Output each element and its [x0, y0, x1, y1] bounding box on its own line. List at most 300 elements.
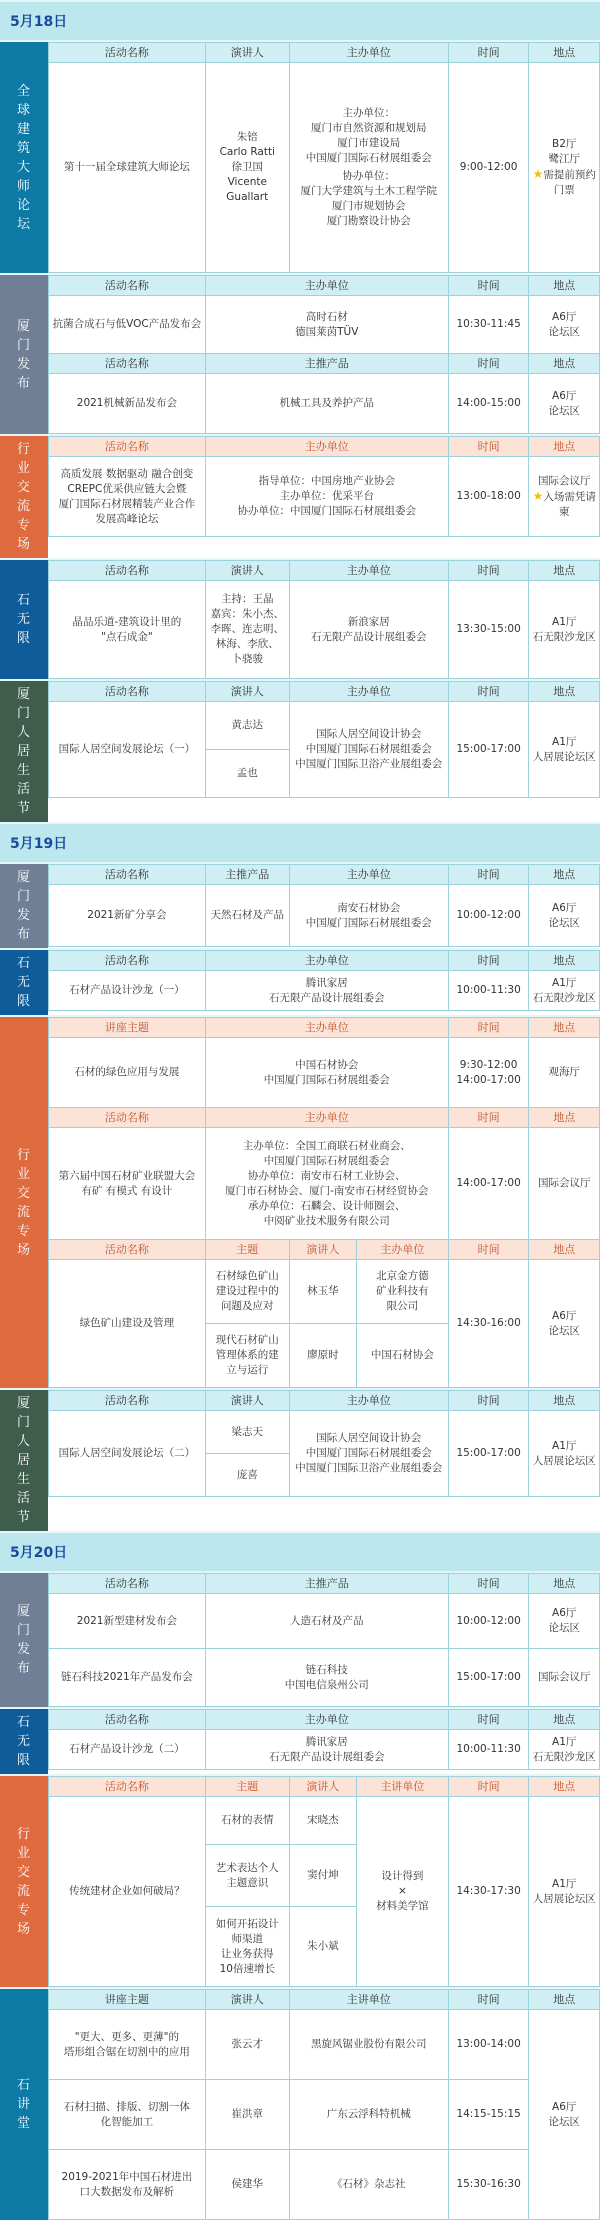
text-line: 艺术表达个人 [215, 1861, 279, 1874]
text-line: 人造石材及产品 [290, 1614, 364, 1627]
text-line: 中国厦门国际卫浴产业展组委会 [295, 1462, 443, 1474]
schedule-table [48, 275, 600, 434]
org-cell [289, 1411, 448, 1497]
table-row [49, 1128, 600, 1240]
activity-name [49, 581, 206, 679]
time-cell [448, 1594, 529, 1649]
text-line: 黄志达 [231, 719, 264, 731]
column-header: 时间 [448, 276, 529, 296]
text-line: 国际会议厅 [537, 1177, 591, 1189]
day-header: 5月18日 [0, 0, 600, 40]
text-line: 问题及应对 [221, 1300, 274, 1312]
section-label [0, 950, 48, 1015]
text-line: 国际人居空间设计协会 [316, 728, 422, 740]
table-row [49, 581, 600, 679]
section-label [0, 1573, 48, 1707]
column-header: 演讲人 [205, 561, 289, 581]
section-label [0, 275, 48, 434]
column-header: 时间 [448, 561, 529, 581]
text-line: 立与运行 [226, 1364, 269, 1376]
time-cell [448, 1038, 529, 1108]
column-header: 演讲人 [205, 43, 289, 63]
text-line: 朱小斌 [307, 1940, 339, 1952]
column-header: 活动名称 [49, 1777, 206, 1797]
column-header: 主办单位 [205, 951, 448, 971]
text-line: 鹭江厅 [548, 153, 580, 165]
column-header: 时间 [448, 1018, 529, 1038]
table-row [49, 1038, 600, 1108]
text-line: CREPC优采供应链大会暨 [67, 482, 187, 495]
text-line: A6厅 [552, 1309, 577, 1322]
text-line: 国际人居空间发展论坛（二） [58, 1447, 196, 1459]
activity-name [49, 885, 206, 947]
text-line: 10倍速增长 [219, 1962, 275, 1975]
section-label-text: 行业交流专场 [17, 442, 32, 552]
text-line: 机械工具及养护产品 [279, 397, 375, 409]
text-line: 论坛区 [548, 1324, 580, 1337]
activity-name [49, 1797, 206, 1987]
activity-name [49, 1649, 206, 1707]
column-header: 活动名称 [49, 1574, 206, 1594]
text-line: 朱锫 [236, 131, 258, 143]
header-row [49, 1018, 600, 1038]
header-row [49, 682, 600, 702]
speaker-cell [205, 581, 289, 679]
column-header: 时间 [448, 354, 529, 374]
host-title: 主办单位： [342, 107, 396, 119]
section-label [0, 1709, 48, 1774]
activity-name [49, 702, 206, 798]
text-line: 高时石材 [305, 310, 348, 323]
text-line: 14:00-17:00 [456, 1177, 521, 1189]
text-line: 论坛区 [548, 325, 580, 338]
activity-name [49, 1260, 206, 1388]
text-line: 论坛区 [548, 916, 580, 929]
activity-name [49, 1594, 206, 1649]
text-line: 13:30-15:00 [456, 623, 521, 635]
column-header: 活动名称 [49, 1240, 206, 1260]
table-row [49, 885, 600, 947]
venue-cell [529, 1797, 600, 1987]
header-row [49, 1574, 600, 1594]
column-header: 主办单位 [289, 1391, 448, 1411]
text-line: 绿色矿山建设及管理 [79, 1317, 175, 1329]
section-body [48, 950, 600, 1015]
speaker-cell [289, 1324, 356, 1388]
org-cell [205, 1649, 448, 1707]
text-line: 论坛区 [548, 1622, 580, 1634]
activity-name [49, 457, 206, 537]
schedule-section [0, 1774, 600, 1987]
section-body [48, 681, 600, 822]
text-line: 人居展论坛区 [532, 750, 596, 763]
text-line: "点石成金" [101, 630, 153, 643]
schedule-section [0, 1388, 600, 1531]
text-line: 主题意识 [226, 1876, 269, 1889]
column-header: 时间 [448, 1574, 529, 1594]
section-label-text: 全球建筑大师论坛 [17, 83, 32, 232]
column-header: 演讲人 [205, 1391, 289, 1411]
schedule-section [0, 1707, 600, 1774]
cohost-name: 厦门勘察设计协会 [326, 215, 411, 227]
column-header: 主办单位 [205, 276, 448, 296]
section-body [48, 1989, 600, 2220]
column-header: 时间 [448, 951, 529, 971]
text-line: 10:00-12:00 [456, 909, 521, 921]
venue-cell [529, 1038, 600, 1108]
activity-name [49, 296, 206, 354]
text-line: 梁志天 [231, 1425, 264, 1438]
org-cell [356, 1324, 448, 1388]
text-line: 腾讯家居 [305, 976, 348, 989]
time-cell [448, 702, 529, 798]
column-header: 地点 [529, 1391, 600, 1411]
text-line: 口大数据发布及解析 [79, 2185, 175, 2198]
text-line: 侯建华 [231, 2178, 264, 2190]
section-label [0, 1017, 48, 1388]
text-line: 13:00-14:00 [456, 2038, 521, 2050]
schedule-section [0, 40, 600, 273]
schedule-table [48, 864, 600, 947]
section-label-text: 石无限 [17, 593, 32, 646]
section-label-text: 石无限 [17, 956, 32, 1009]
text-line: 天然石材及产品 [210, 909, 285, 921]
org-cell [205, 374, 448, 434]
activity-name [49, 63, 206, 273]
text-line: 10:30-11:45 [456, 318, 521, 330]
text-line: Carlo Ratti [219, 146, 275, 158]
text-line: 石无限沙龙区 [532, 630, 596, 643]
text-line: 石无限产品设计展组委会 [269, 1750, 385, 1763]
schedule-section [0, 273, 600, 434]
text-line: 10:00-11:30 [456, 984, 521, 996]
venue-cell [529, 1411, 600, 1497]
column-header: 主办单位 [356, 1240, 448, 1260]
text-line: 有矿 有模式 有设计 [81, 1184, 173, 1197]
speaker-cell [289, 1260, 356, 1324]
text-line: 中国电信泉州公司 [284, 1678, 369, 1691]
text-line: 让业务获得 [221, 1947, 274, 1960]
text-line: 发展高峰论坛 [95, 512, 159, 525]
column-header: 地点 [529, 276, 600, 296]
schedule-table [48, 436, 600, 537]
text-line: 石无限沙龙区 [532, 991, 596, 1004]
speaker-cell [289, 1845, 356, 1907]
org-cell [205, 1038, 448, 1108]
venue-cell [529, 971, 600, 1011]
table-row [49, 2010, 600, 2080]
section-label [0, 436, 48, 558]
time-cell [448, 971, 529, 1011]
org-cell [205, 457, 448, 537]
time-cell [448, 374, 529, 434]
time-cell [448, 581, 529, 679]
column-header: 主讲单位 [289, 1990, 448, 2010]
text-line: 塔形组合锯在切割中的应用 [63, 2045, 190, 2058]
text-line: 指导单位：中国房地产业协会 [258, 475, 396, 487]
text-line: A1厅 [552, 1735, 577, 1748]
header-row [49, 1777, 600, 1797]
schedule-table [48, 1989, 600, 2220]
column-header: 地点 [529, 43, 600, 63]
column-header: 活动名称 [49, 276, 206, 296]
section-label [0, 864, 48, 948]
schedule-section [0, 862, 600, 948]
text-line: 协办单位：南安市石材工业协会、 [248, 1169, 406, 1182]
text-line: 现代石材矿山 [215, 1334, 279, 1346]
text-line: A6厅 [552, 901, 577, 914]
text-line: 窦付坤 [307, 1869, 339, 1881]
text-line: 中国厦门国际石材展组委会 [263, 1073, 390, 1086]
table-row [49, 1797, 600, 1845]
star-icon: ★ [532, 488, 544, 503]
text-line: 石材产品设计沙龙（二） [69, 1743, 185, 1755]
speaker-cell [205, 1454, 289, 1497]
text-line: 13:00-18:00 [456, 490, 521, 502]
column-header: 讲座主题 [49, 1018, 206, 1038]
time-cell [448, 1128, 529, 1240]
text-line: 德国莱茵TÜV [295, 325, 359, 338]
text-line: 15:00-17:00 [456, 1447, 521, 1459]
text-line: A1厅 [552, 735, 577, 748]
lecture-topic [49, 2080, 206, 2150]
column-header: 主推产品 [205, 354, 448, 374]
section-label [0, 560, 48, 679]
text-line: 化智能加工 [100, 2115, 154, 2128]
org-cell [356, 1260, 448, 1324]
column-header: 地点 [529, 354, 600, 374]
column-header: 时间 [448, 682, 529, 702]
time-cell [448, 2080, 529, 2150]
venue-cell [529, 581, 600, 679]
text-line: 厦门市石材协会、厦门-南安市石材经贸协会 [225, 1184, 429, 1197]
section-body [48, 1776, 600, 1987]
header-row [49, 1990, 600, 2010]
text-line: A1厅 [552, 976, 577, 989]
text-line: 孟也 [236, 767, 258, 779]
text-line: 主持：王晶 [221, 593, 274, 605]
schedule-table [48, 1709, 600, 1770]
text-line: 石材的表情 [221, 1814, 274, 1826]
text-line: 承办单位：石麟会、设计师圈会、 [248, 1199, 406, 1212]
activity-name [49, 1411, 206, 1497]
cohost-title: 协办单位： [342, 170, 396, 182]
text-line: 石材产品设计沙龙（一） [69, 984, 185, 996]
text-line: 15:00-17:00 [456, 1671, 521, 1683]
topic-cell [205, 1845, 289, 1907]
schedule-section [0, 948, 600, 1015]
text-line: 如何开拓设计 [215, 1917, 279, 1930]
text-line: 论坛区 [548, 404, 580, 417]
text-line: 14:00-17:00 [456, 1073, 521, 1086]
org-name: 石无限产品设计展组委会 [311, 630, 427, 643]
header-row [49, 43, 600, 63]
table-row [49, 1594, 600, 1649]
text-line: 链石科技 [305, 1663, 348, 1676]
org-cell [205, 296, 448, 354]
text-line: 石材绿色矿山 [215, 1270, 279, 1282]
column-header: 主推产品 [205, 865, 289, 885]
text-line: 《石材》杂志社 [332, 2178, 406, 2190]
header-row [49, 1108, 600, 1128]
org-cell [289, 702, 448, 798]
text-line: 黑旋风锯业股份有限公司 [311, 2038, 427, 2050]
section-body [48, 864, 600, 948]
table-row [49, 1730, 600, 1770]
activity-name [49, 1128, 206, 1240]
text-line: 石无限产品设计展组委会 [269, 991, 385, 1004]
text-line: A6厅 [552, 2100, 577, 2113]
text-line: 建设过程中的 [215, 1285, 279, 1297]
schedule-table [48, 560, 600, 679]
text-line: "更大、更多、更薄"的 [74, 2030, 179, 2043]
lecture-topic [49, 2150, 206, 2220]
section-body [48, 1573, 600, 1707]
venue-cell [529, 1128, 600, 1240]
column-header: 地点 [529, 561, 600, 581]
cohost-name: 厦门大学建筑与土木工程学院 [300, 185, 438, 197]
column-header: 地点 [529, 1777, 600, 1797]
column-header: 演讲人 [289, 1240, 356, 1260]
text-line: 廖原时 [307, 1349, 339, 1361]
column-header: 主题 [205, 1240, 289, 1260]
speaker-cell [205, 2080, 289, 2150]
schedule-table [48, 950, 600, 1011]
org-name: 南安石材协会 [337, 901, 401, 914]
header-row [49, 951, 600, 971]
venue-cell [529, 885, 600, 947]
product-cell [205, 885, 289, 947]
column-header: 演讲人 [205, 682, 289, 702]
section-label-text: 厦门发布 [17, 318, 32, 391]
section-label-text: 石无限 [17, 1715, 32, 1768]
speaker-cell [289, 1797, 356, 1845]
text-line: 10:00-11:30 [456, 1743, 521, 1755]
text-line: 第十一届全球建筑大师论坛 [63, 161, 190, 173]
text-line: 庞喜 [236, 1468, 258, 1481]
text-line: 林海、李欣、 [215, 638, 279, 650]
section-label [0, 1390, 48, 1531]
text-line: 限公司 [386, 1300, 419, 1312]
text-line: 中国厦门国际石材展组委会 [263, 1154, 390, 1167]
time-cell [448, 1260, 529, 1388]
section-label-text: 厦门发布 [17, 870, 32, 942]
topic-cell [205, 1907, 289, 1987]
text-line: 14:15-15:15 [456, 2108, 521, 2120]
column-header: 地点 [529, 1240, 600, 1260]
text-line: 中国石材协会 [370, 1349, 434, 1361]
text-line: 晶品乐道-建筑设计里的 [72, 615, 182, 628]
day-header: 5月20日 [0, 1531, 600, 1571]
column-header: 活动名称 [49, 43, 206, 63]
column-header: 地点 [529, 437, 600, 457]
time-cell [448, 1411, 529, 1497]
text-line: 15:00-17:00 [456, 743, 521, 755]
column-header: 地点 [529, 682, 600, 702]
org-name: 新浪家居 [347, 615, 390, 628]
day-header: 5月19日 [0, 822, 600, 862]
table-row [49, 1411, 600, 1454]
text-line: 2021机械新品发布会 [76, 397, 177, 409]
time-cell [448, 1649, 529, 1707]
text-line: A6厅 [552, 1607, 577, 1619]
table-row [49, 63, 600, 273]
schedule-section [0, 558, 600, 679]
text-line: 主办单位：全国工商联石材业商会、 [242, 1139, 411, 1152]
topic-cell [205, 1324, 289, 1388]
column-header: 地点 [529, 1990, 600, 2010]
column-header: 主办单位 [205, 437, 448, 457]
venue-cell [529, 63, 600, 273]
header-row [49, 1391, 600, 1411]
text-line: 第六届中国石材矿业联盟大会 [58, 1169, 196, 1182]
schedule-section [0, 1571, 600, 1707]
venue-cell [529, 1594, 600, 1649]
section-body [48, 1709, 600, 1774]
org-cell [205, 1594, 448, 1649]
text-line: 国际会议厅 [537, 1671, 591, 1683]
section-label-text: 厦门人居生活节 [17, 1396, 32, 1525]
schedule-section [0, 1987, 600, 2220]
section-body [48, 275, 600, 434]
schedule-table [48, 681, 600, 798]
text-line: 14:30-16:00 [456, 1317, 521, 1329]
speaker-cell [205, 750, 289, 798]
text-line: 李晖、连志明、 [210, 623, 285, 635]
header-row [49, 561, 600, 581]
text-line: 中国厦门国际石材展组委会 [305, 743, 432, 755]
text-line: A1厅 [552, 615, 577, 628]
topic-cell [205, 1260, 289, 1324]
org-cell [289, 2080, 448, 2150]
section-label [0, 1776, 48, 1987]
column-header: 演讲人 [205, 1990, 289, 2010]
schedule-section [0, 434, 600, 558]
org-cell [289, 63, 448, 273]
text-line: 广东云浮科特机械 [326, 2108, 411, 2120]
section-body [48, 560, 600, 679]
column-header: 活动名称 [49, 354, 206, 374]
activity-name [49, 374, 206, 434]
text-line: 崔洪章 [231, 2108, 264, 2120]
activity-name [49, 1038, 206, 1108]
note-text: ★入场需凭请柬 [532, 488, 596, 518]
venue-cell [529, 457, 600, 537]
text-line: 人居展论坛区 [532, 1454, 596, 1467]
venue-cell [529, 1649, 600, 1707]
text-line: 9:00-12:00 [459, 161, 518, 173]
text-line: 论坛区 [548, 2115, 580, 2128]
text-line: 卜骁骏 [231, 653, 264, 665]
time-cell [448, 63, 529, 273]
column-header: 主办单位 [205, 1018, 448, 1038]
speaker-cell [205, 2010, 289, 2080]
section-label [0, 42, 48, 273]
venue-cell [529, 2010, 600, 2220]
cohost-name: 厦门市规划协会 [332, 200, 406, 212]
speaker-cell [205, 1411, 289, 1454]
speaker-cell [289, 1907, 356, 1987]
text-line: 协办单位：中国厦门国际石材展组委会 [237, 505, 417, 517]
text-line: 腾讯家居 [305, 1735, 348, 1748]
column-header: 时间 [448, 43, 529, 63]
text-line: 北京金方德 [376, 1270, 429, 1282]
text-line: 观海厅 [548, 1066, 580, 1078]
column-header: 主题 [205, 1777, 289, 1797]
text-line: 人居展论坛区 [532, 1892, 596, 1905]
column-header: 主办单位 [289, 682, 448, 702]
venue-cell [529, 702, 600, 798]
